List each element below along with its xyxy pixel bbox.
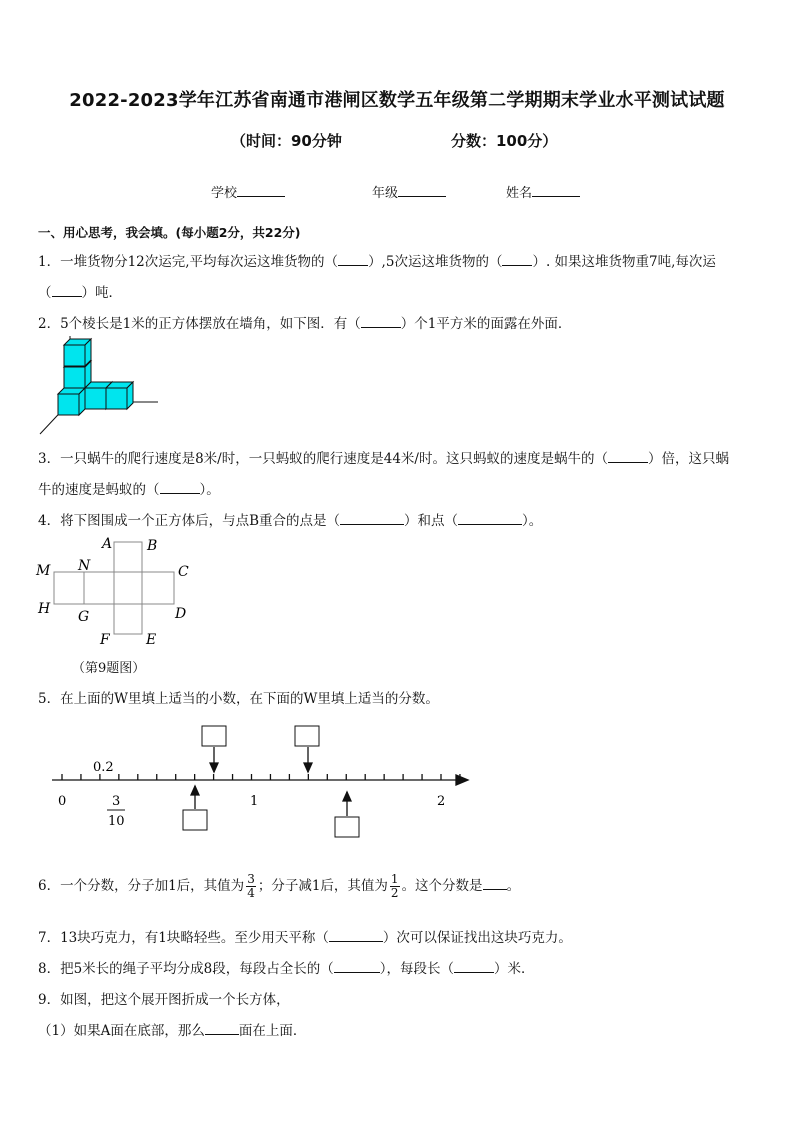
question-3-line-1: 3．一只蜗牛的爬行速度是8米/时，一只蚂蚁的爬行速度是44米/时。这只蚂蚁的速度是蜗牛的（ ）倍，这只蜗: [38, 451, 729, 467]
lower-arrow-2-head: [343, 792, 351, 801]
axis-arrowhead: [456, 775, 468, 785]
q1-blank-1[interactable]: [338, 253, 368, 266]
lower-answer-box-2[interactable]: [335, 817, 359, 837]
fraction-one-half: $\frac{1}{2}$: [390, 872, 399, 900]
question-9: 9．如图，把这个展开图折成一个长方体，: [38, 992, 290, 1008]
school-blank[interactable]: [237, 184, 285, 197]
label-m: M: [36, 563, 51, 579]
label-c: C: [178, 564, 189, 580]
q3-blank-2[interactable]: [160, 481, 200, 494]
fraction-denominator: 10: [108, 814, 125, 829]
question-5: 5．在上面的W里填上适当的小数，在下面的W里填上适当的分数。: [38, 691, 439, 707]
question-1-line-2: （ ）吨．: [38, 285, 122, 301]
question-8: 8．把5米长的绳子平均分成8段，每段占全长的（ ），每段长（ ）米．: [38, 961, 535, 977]
tick-label-2: 2: [437, 794, 446, 809]
fraction-numerator: 3: [112, 794, 121, 809]
cube-net-figure: [36, 536, 196, 648]
question-7: 7．13块巧克力，有1块略轻些。至少用天平称（ ）次可以保证找出这块巧克力。: [38, 930, 572, 946]
q3-blank-1[interactable]: [608, 450, 648, 463]
exam-time: （时间：90分钟: [231, 132, 342, 150]
exam-score: 分数：100分）: [451, 132, 558, 150]
cube-column-top: [64, 339, 91, 366]
tick-label-0: 0: [58, 794, 67, 809]
number-line-figure: [40, 720, 480, 840]
q8-blank-2[interactable]: [454, 960, 494, 973]
label-g: G: [78, 609, 90, 625]
figure-caption: （第9题图）: [72, 661, 146, 676]
lower-arrow-1-head: [191, 786, 199, 795]
question-2: 2．5个棱长是1米的正方体摆放在墙角，如下图．有（ ）个1平方米的面露在外面．: [38, 316, 572, 332]
question-1-line-1: 1．一堆货物分12次运完,平均每次运这堆货物的（ ）,5次运这堆货物的（ ）. 如果这堆货物重7吨,每次运: [38, 254, 716, 270]
corner-cubes-figure: [36, 336, 166, 438]
label-f: F: [100, 632, 110, 648]
q4-blank-1[interactable]: [340, 512, 404, 525]
q9-blank[interactable]: [205, 1022, 239, 1035]
cube-bottom-front: [58, 388, 85, 415]
page-title: 2022-2023学年江苏省南通市港闸区数学五年级第二学期期末学业水平测试试题: [69, 90, 725, 111]
upper-arrow-2-head: [304, 763, 312, 772]
grade-field: [372, 182, 446, 201]
question-3-line-2: 牛的速度是蚂蚁的（ ）。: [38, 482, 220, 498]
upper-answer-box-2[interactable]: [295, 726, 319, 746]
label-b: B: [147, 538, 158, 554]
q6-blank[interactable]: [483, 877, 507, 890]
label-d: D: [175, 606, 187, 622]
question-6: 6．一个分数，分子加1后，其值为 $\frac{3}{4}$ ；分子减1后，其值为 $\frac{1}{2}$ 。这个分数是 。: [38, 872, 521, 900]
upper-answer-box-1[interactable]: [202, 726, 226, 746]
grade-blank[interactable]: [398, 184, 446, 197]
section-heading: 一、用心思考，我会填。(每小题2分，共22分): [38, 225, 301, 240]
name-label: 姓名: [506, 186, 533, 201]
name-blank[interactable]: [532, 184, 580, 197]
cube-row-2: [106, 382, 133, 409]
q1-blank-2[interactable]: [502, 253, 532, 266]
name-field: [506, 182, 580, 201]
school-label: 学校: [211, 186, 238, 201]
tick-label-1: 1: [250, 794, 259, 809]
question-4: 4．将下图围成一个正方体后，与点B重合的点是（ ）和点（ ）。: [38, 513, 543, 529]
label-h: H: [38, 601, 51, 617]
school-field: [211, 182, 285, 201]
lower-answer-box-1[interactable]: [183, 810, 207, 830]
q7-blank[interactable]: [329, 929, 383, 942]
label-e: E: [146, 632, 157, 648]
q8-blank-1[interactable]: [334, 960, 380, 973]
label-a: A: [102, 536, 113, 552]
grade-label: 年级: [372, 186, 399, 201]
tick-label-0.2: 0.2: [93, 760, 114, 775]
question-9-part-1: （1）如果A面在底部，那么 面在上面．: [38, 1023, 307, 1039]
q2-blank[interactable]: [361, 315, 401, 328]
label-n: N: [78, 558, 91, 574]
upper-arrow-1-head: [210, 763, 218, 772]
q1-blank-3[interactable]: [52, 284, 82, 297]
q4-blank-2[interactable]: [458, 512, 522, 525]
fraction-three-quarters: $\frac{3}{4}$: [247, 872, 255, 900]
